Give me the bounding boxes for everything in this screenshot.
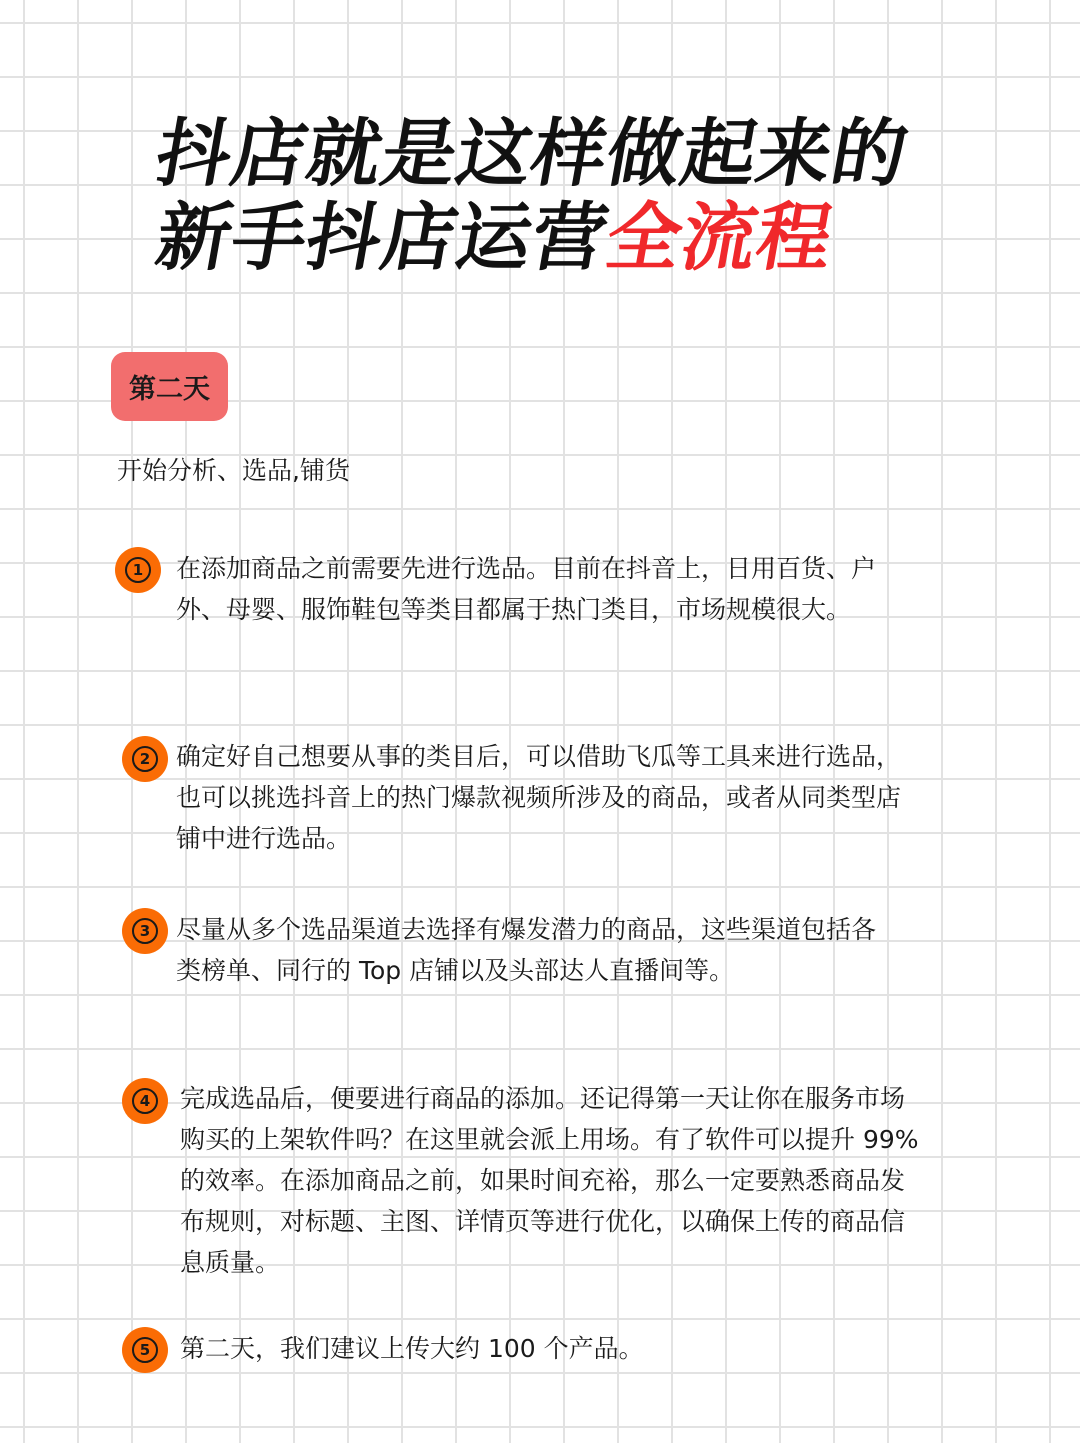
- text-line: 息质量。: [180, 1248, 281, 1277]
- text-line: 类榜单、同行的 Top 店铺以及头部达人直播间等。: [176, 956, 735, 985]
- list-item-1-text: [176, 548, 986, 630]
- number-glyph-4: 4: [132, 1088, 158, 1114]
- list-item-3-text: [176, 909, 986, 991]
- text-line: 外、母婴、服饰鞋包等类目都属于热门类目，市场规模很大。: [176, 595, 852, 624]
- number-circle-5: [122, 1327, 168, 1373]
- text-line: 第二天，我们建议上传大约 100 个产品。: [180, 1334, 644, 1363]
- title-line-2-accent: 全流程: [599, 195, 840, 281]
- title-block: [150, 112, 1030, 280]
- text-line: 布规则，对标题、主图、详情页等进行优化，以确保上传的商品信: [180, 1207, 906, 1236]
- number-glyph-5: 5: [132, 1337, 158, 1363]
- number-circle-4: [122, 1078, 168, 1124]
- section-subtitle: 开始分析、选品,铺货: [117, 456, 350, 485]
- text-line: 铺中进行选品。: [176, 824, 352, 853]
- text-line: 完成选品后，便要进行商品的添加。还记得第一天让你在服务市场: [180, 1084, 906, 1113]
- number-circle-2: [122, 736, 168, 782]
- text-line: 的效率。在添加商品之前，如果时间充裕，那么一定要熟悉商品发: [180, 1166, 906, 1195]
- title-line-2: [150, 196, 1045, 280]
- text-line: 也可以挑选抖音上的热门爆款视频所涉及的商品，或者从同类型店: [176, 783, 902, 812]
- text-line: 购买的上架软件吗？在这里就会派上用场。有了软件可以提升 99%: [180, 1125, 919, 1154]
- list-item-5-text: [180, 1328, 990, 1369]
- number-glyph-2: 2: [132, 746, 158, 772]
- text-line: 确定好自己想要从事的类目后，可以借助飞瓜等工具来进行选品，: [176, 742, 902, 771]
- text-line: 在添加商品之前需要先进行选品。目前在抖音上，日用百货、户: [176, 554, 877, 583]
- title-line-2-main: 新手抖店运营: [149, 195, 615, 281]
- list-item-2-text: [176, 736, 986, 859]
- number-glyph-1: 1: [125, 557, 151, 583]
- day-badge: 第二天: [111, 352, 228, 421]
- number-circle-1: [115, 547, 161, 593]
- number-circle-3: [122, 908, 168, 954]
- title-line-1: 抖店就是这样做起来的: [149, 111, 915, 197]
- list-item-4-text: [180, 1078, 990, 1283]
- text-line: 尽量从多个选品渠道去选择有爆发潜力的商品，这些渠道包括各: [176, 915, 877, 944]
- number-glyph-3: 3: [132, 918, 158, 944]
